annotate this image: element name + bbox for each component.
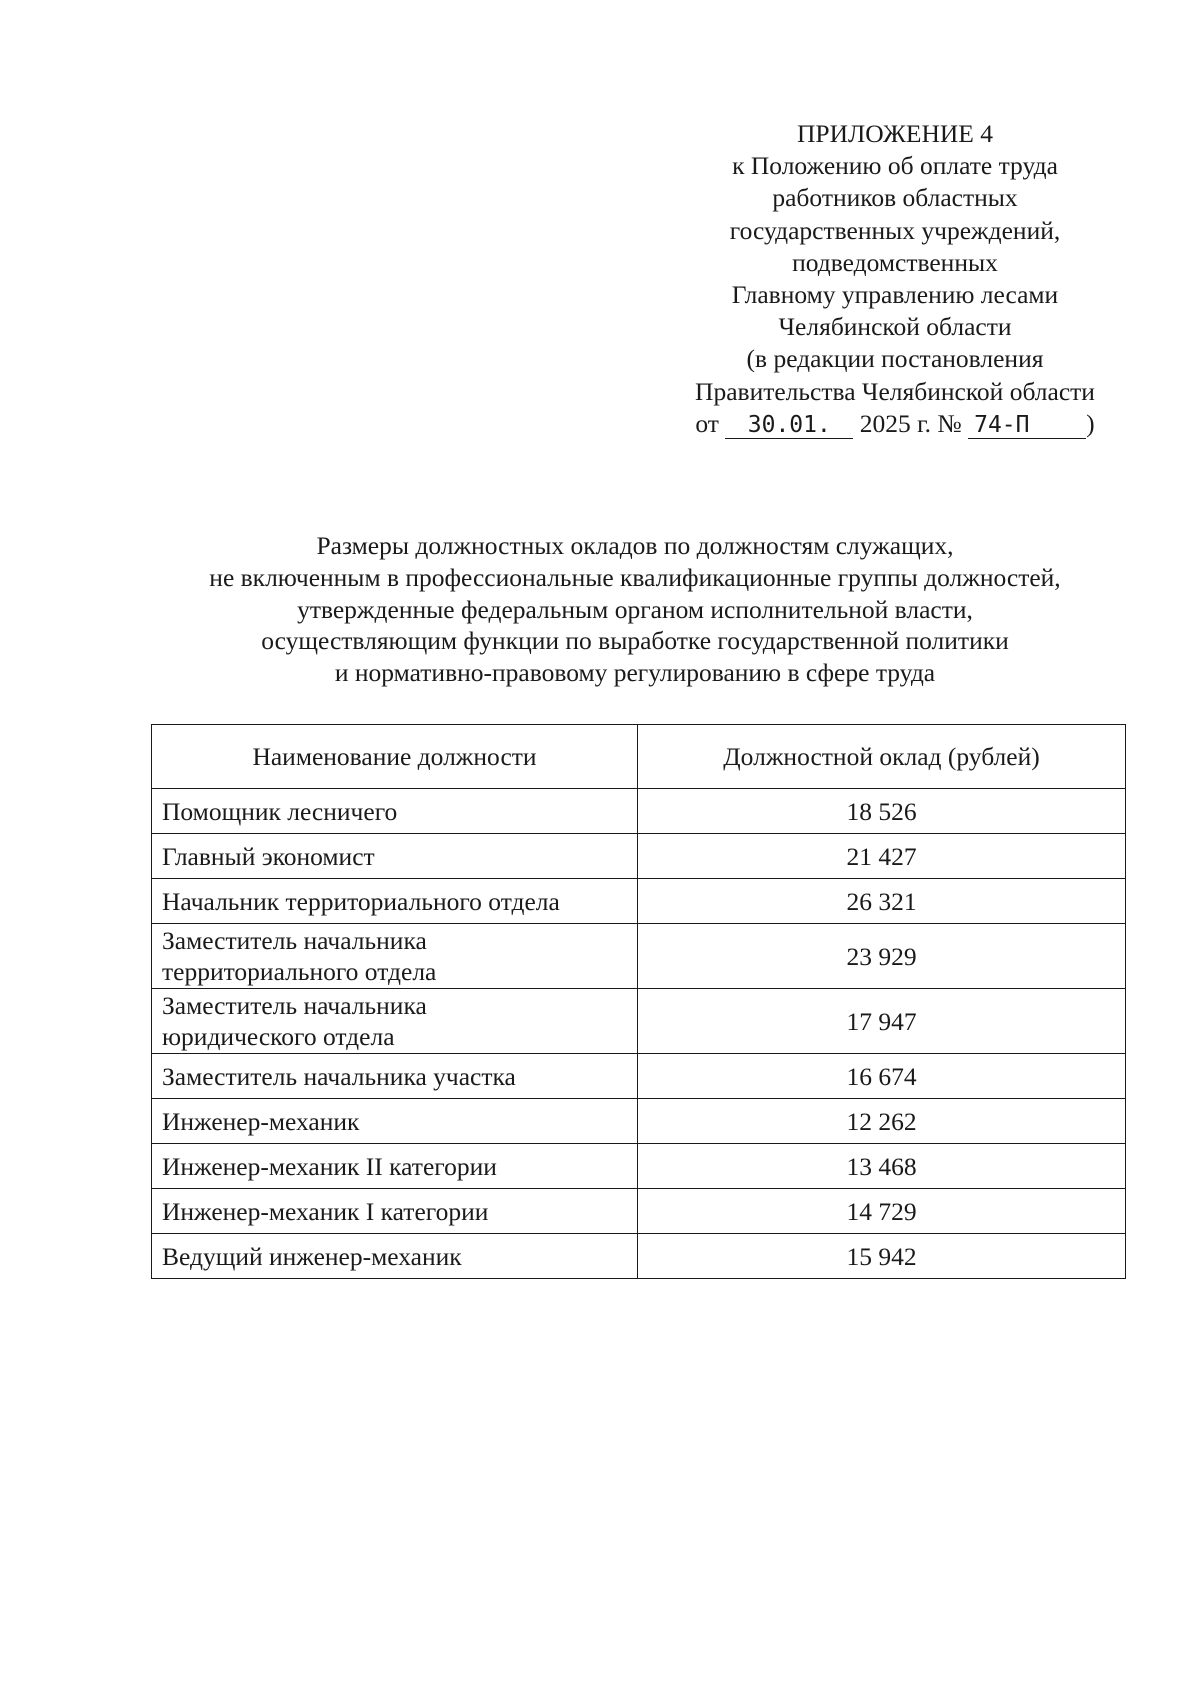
document-heading: [120, 530, 1150, 689]
salary-value: 23 929: [638, 924, 1126, 989]
appendix-line: Главному управлению лесами: [731, 280, 1059, 310]
position-name-line: территориального отдела: [162, 957, 437, 986]
position-name: Главный экономист: [152, 834, 638, 879]
position-name-line: Заместитель начальника: [162, 991, 427, 1020]
salary-value: 13 468: [638, 1144, 1126, 1189]
salary-value: 21 427: [638, 834, 1126, 879]
salary-value: 15 942: [638, 1234, 1126, 1279]
appendix-line: к Положению об оплате труда: [732, 151, 1058, 181]
appendix-line: Правительства Челябинской области: [695, 376, 1095, 406]
salary-value: 18 526: [638, 789, 1126, 834]
salary-value: 12 262: [638, 1099, 1126, 1144]
resolution-reference: [660, 408, 1130, 440]
position-name: Инженер-механик II категории: [152, 1144, 638, 1189]
table-row: [152, 789, 1126, 834]
heading-line: и нормативно-правовому регулированию в сфере труда: [334, 658, 936, 688]
table-row: [152, 1144, 1126, 1189]
closing-paren: ): [1086, 408, 1095, 438]
table-row: [152, 924, 1126, 989]
table-row: [152, 1099, 1126, 1144]
appendix-line: Челябинской области: [778, 312, 1012, 342]
resolution-date: 30.01.: [725, 412, 853, 439]
position-name-line: Заместитель начальника: [162, 926, 427, 955]
position-name-line: юридического отдела: [162, 1022, 395, 1051]
appendix-title: ПРИЛОЖЕНИЕ 4: [796, 119, 994, 148]
appendix-block: [660, 118, 1130, 440]
appendix-line: работников областных: [772, 183, 1018, 213]
appendix-line: подведомственных: [792, 247, 998, 277]
heading-line: осуществляющим функции по выработке государственной политики: [261, 626, 1009, 656]
table-row: [152, 989, 1126, 1054]
salary-value: 26 321: [638, 879, 1126, 924]
table-row: [152, 879, 1126, 924]
resolution-number: 74-П: [968, 412, 1086, 439]
position-name: Ведущий инженер-механик: [152, 1234, 638, 1279]
heading-line: Размеры должностных окладов по должностям служащих,: [316, 531, 954, 560]
position-name: Начальник территориального отдела: [152, 879, 638, 924]
table-row: [152, 1234, 1126, 1279]
position-name: [152, 924, 638, 989]
salary-value: 14 729: [638, 1189, 1126, 1234]
table-row: [152, 1189, 1126, 1234]
position-name: [152, 989, 638, 1054]
salary-table: [151, 724, 1126, 1279]
table-header-row: [152, 725, 1126, 789]
salary-column-header: Должностной оклад (рублей): [638, 725, 1126, 789]
appendix-line: государственных учреждений,: [729, 215, 1061, 245]
date-prefix: от: [695, 408, 719, 438]
position-column-header: Наименование должности: [152, 725, 638, 789]
position-name: Инженер-механик I категории: [152, 1189, 638, 1234]
table-row: [152, 834, 1126, 879]
position-name: Инженер-механик: [152, 1099, 638, 1144]
heading-line: не включенным в профессиональные квалификационные группы должностей,: [209, 562, 1061, 592]
salary-value: 16 674: [638, 1054, 1126, 1099]
year-text: 2025 г. №: [859, 408, 962, 438]
heading-line: утвержденные федеральным органом исполнительной власти,: [297, 594, 973, 624]
table-row: [152, 1054, 1126, 1099]
appendix-line: (в редакции постановления: [746, 344, 1044, 374]
salary-value: 17 947: [638, 989, 1126, 1054]
position-name: Заместитель начальника участка: [152, 1054, 638, 1099]
position-name: Помощник лесничего: [152, 789, 638, 834]
